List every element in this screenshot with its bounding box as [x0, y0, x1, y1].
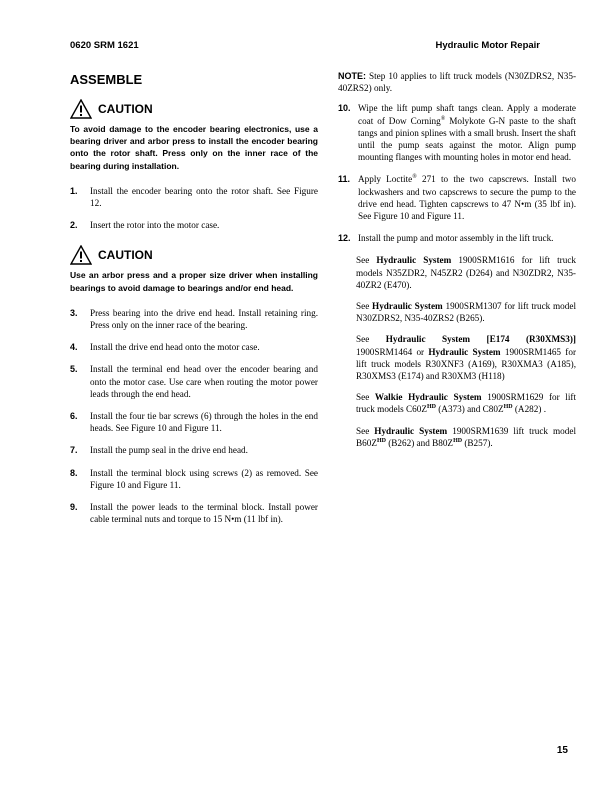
left-column	[70, 70, 318, 535]
ref-title: Walkie Hydraulic System	[374, 392, 482, 403]
step-text: Install the terminal block using screws (2) as removed. See Figure 10 and Figure 11.	[90, 467, 318, 490]
note-label: NOTE:	[338, 71, 366, 81]
ref-see: See	[356, 392, 375, 403]
step-text: Press bearing into the drive end head. Install retaining ring. Press only on the inner race of the bearing.	[90, 307, 318, 331]
step-text: Install the power leads to the terminal block. Install power cable terminal nuts and torque to 15 N•m (11 lbf in).	[90, 502, 318, 525]
caution-text-2: Use an arbor press and a proper size driver when installing bearings to avoid damage to bearings and/or end head.	[70, 270, 318, 293]
ref-text: 1900SRM1465 for lift truck models R30XNF3 (A169), R30XMA3 (A185), R30XMS3 (E174) and R30XM3 (H118)	[356, 346, 577, 382]
ref-text: (B262) and B80Z	[385, 437, 454, 448]
step-3	[70, 307, 318, 331]
step-number: 4.	[70, 342, 78, 353]
step-10	[338, 102, 576, 163]
step-number: 1.	[70, 185, 78, 196]
step-number: 8.	[70, 467, 78, 478]
header-section-title: Hydraulic Motor Repair	[435, 40, 540, 51]
note-text: Step 10 applies to lift truck models (N30ZDRS2, N35-40ZRS2) only.	[338, 71, 577, 94]
step-6	[70, 410, 318, 434]
step-text-part: Apply Loctite	[358, 174, 413, 185]
ref-text: 1900SRM1616 for lift truck models N35ZDR2, N45ZR2 (D264) and N30ZDR2, N35-40ZR2 (E470).	[356, 255, 576, 290]
reference-walkie-1629	[356, 391, 576, 415]
step-11	[338, 173, 576, 222]
reference-hydraulic-1464	[356, 333, 576, 382]
step-number: 10.	[338, 103, 351, 114]
ref-text: 1900SRM1629 for lift truck models C60Z	[356, 392, 577, 415]
step-1	[70, 185, 318, 209]
hd-superscript: HD	[453, 437, 463, 444]
ref-text: 1900SRM1464 or	[356, 346, 429, 357]
caution-heading-2	[70, 245, 318, 265]
right-column	[338, 70, 576, 458]
ref-text: (A282) .	[512, 404, 547, 415]
ref-see: See	[356, 425, 375, 436]
step-2	[70, 219, 318, 231]
ref-see: See	[356, 334, 386, 345]
reference-hydraulic-1616	[356, 254, 576, 291]
step-text	[358, 173, 576, 222]
step-number: 3.	[70, 307, 78, 318]
ref-see: See	[356, 301, 373, 312]
caution-title-1: CAUTION	[98, 102, 153, 116]
page-number: 15	[556, 745, 568, 756]
step-text	[358, 102, 576, 163]
caution-text-1: To avoid damage to the encoder bearing electronics, use a bearing driver and arbor press to install the encoder bearing onto the rotor shaft. Press only on the inner race of the bearing during installation.	[70, 124, 318, 171]
ref-text: (A373) and C80Z	[435, 404, 504, 415]
step-text: Install the terminal end head over the encoder bearing and onto the motor case. Use care when routing the motor power leads through the end head.	[90, 364, 318, 399]
step-text: Install the encoder bearing onto the rotor shaft. See Figure 12.	[90, 185, 318, 209]
registered-mark: ®	[412, 174, 417, 181]
step-number: 11.	[338, 174, 351, 185]
header-doc-id: 0620 SRM 1621	[70, 40, 139, 51]
hd-superscript: HD	[426, 404, 436, 411]
step-text: Install the pump seal in the drive end head.	[90, 445, 248, 456]
step-number: 6.	[70, 411, 78, 422]
step-text: Install the pump and motor assembly in the lift truck.	[358, 233, 554, 244]
step-number: 12.	[338, 233, 351, 244]
note	[338, 70, 576, 94]
step-number: 7.	[70, 445, 78, 456]
ref-title: Hydraulic System	[376, 255, 452, 266]
step-number: 5.	[70, 364, 78, 375]
step-text: Install the four tie bar screws (6) through the holes in the end heads. See Figure 10 and Figure 11.	[90, 411, 318, 434]
step-text: Insert the rotor into the motor case.	[90, 220, 220, 231]
caution-title-2: CAUTION	[98, 248, 153, 263]
step-text-part: Molykote G-N paste to the shaft tangs and pinion splines with a small brush. Insert the shaft until the pump seats against the motor. Align pump mounting flanges with mounting holes in motor end head.	[358, 115, 576, 163]
step-9	[70, 501, 318, 525]
ref-text: 1900SRM1639 lift truck model B60Z	[356, 425, 577, 448]
ref-text: 1900SRM1307 for lift truck model N30ZDRS2, N35-40ZRS2 (B265).	[356, 301, 576, 324]
step-7	[70, 444, 318, 456]
warning-triangle-icon	[70, 245, 92, 265]
caution-heading-1	[70, 99, 318, 119]
step-text: Install the drive end head onto the motor case.	[90, 342, 260, 353]
reference-hydraulic-1639	[356, 425, 576, 449]
ref-title: Hydraulic System [E174 (R30XMS3)]	[385, 334, 576, 345]
registered-mark: ®	[440, 115, 446, 122]
step-4	[70, 341, 318, 353]
step-number: 9.	[70, 502, 78, 513]
warning-triangle-icon	[70, 99, 92, 119]
step-12	[338, 232, 576, 244]
step-text-part: Wipe the lift pump shaft tangs clean. Apply a moderate coat of Dow Corning	[358, 103, 576, 126]
ref-title: Hydraulic System	[374, 425, 448, 436]
ref-see: See	[356, 255, 377, 266]
section-title: ASSEMBLE	[70, 72, 143, 87]
reference-hydraulic-1307	[356, 300, 576, 324]
step-text-part: 271 to the two capscrews. Install two lockwashers and two capscrews to secure the pump to the drive end head. Tighten capscrews to 47 N•m (35 lbf in). See Figure 10 and Figure 11.	[358, 174, 576, 222]
ref-text: (B257).	[462, 437, 493, 448]
hd-superscript: HD	[376, 437, 386, 444]
hd-superscript: HD	[503, 404, 513, 411]
step-5	[70, 363, 318, 400]
ref-title: Hydraulic System	[372, 301, 443, 312]
ref-title: Hydraulic System	[428, 346, 501, 357]
step-8	[70, 467, 318, 491]
step-number: 2.	[70, 220, 78, 231]
